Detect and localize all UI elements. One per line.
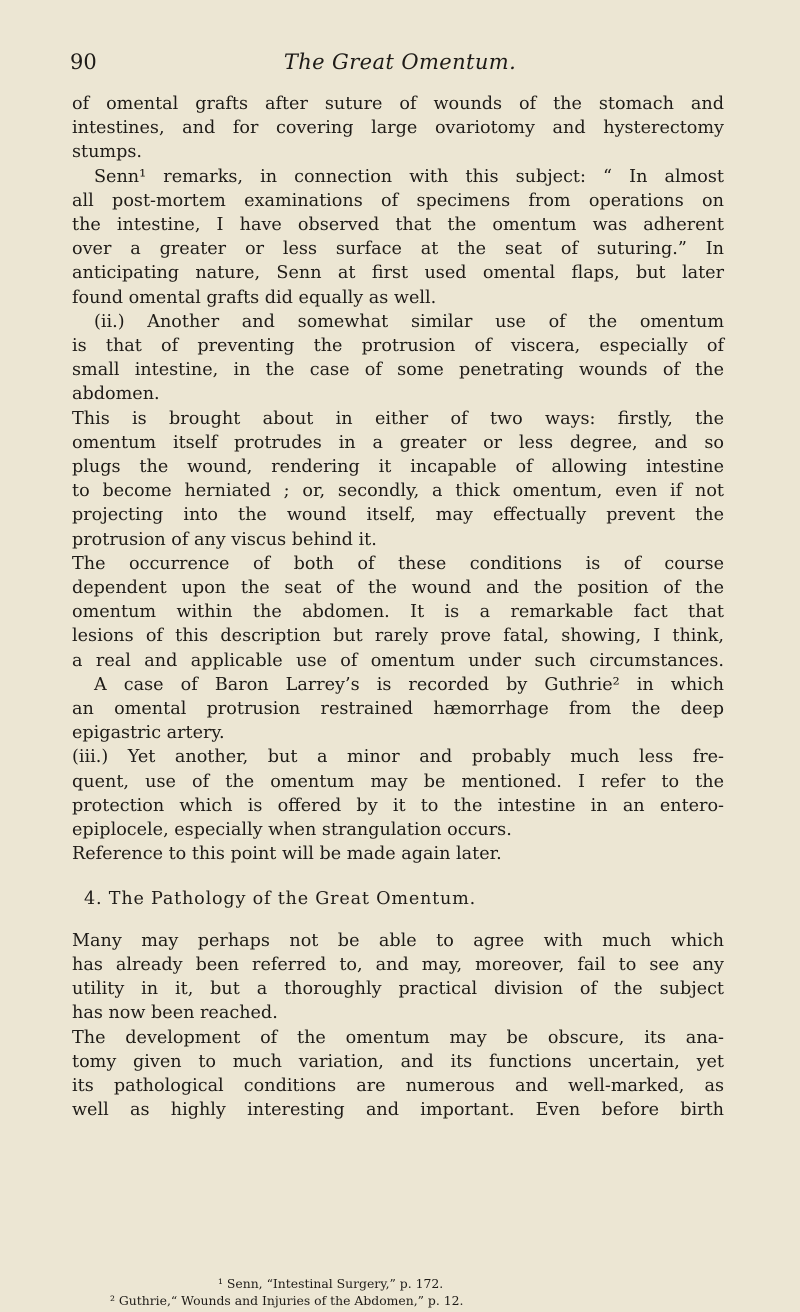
text-line: Senn¹ remarks, in connection with this subject: “ In almost bbox=[94, 166, 724, 187]
text-line: Reference to this point will be made again later. bbox=[72, 844, 502, 865]
text-line: protection which is offered by it to the intestine in an entero- bbox=[72, 795, 724, 816]
text-line: quent, use of the omentum may be mentioned. I refer to the bbox=[72, 771, 724, 792]
text-line: omentum itself protrudes in a greater or less degree, and so bbox=[72, 432, 724, 453]
text-line: (iii.) Yet another, but a minor and probably much less fre- bbox=[72, 747, 724, 768]
text-line: omentum within the abdomen. It is a remarkable fact that bbox=[72, 602, 724, 623]
text-line: of omental grafts after suture of wounds of the stomach and bbox=[72, 94, 724, 114]
footnote: ¹ Senn, “Intestinal Surgery,” p. 172. bbox=[218, 1276, 444, 1291]
text-line: is that of preventing the protrusion of viscera, especially of bbox=[72, 336, 724, 357]
text-line: This is brought about in either of two ways: firstly, the bbox=[72, 408, 724, 429]
text-line: the intestine, I have observed that the omentum was adherent bbox=[72, 215, 724, 236]
text-line: a real and applicable use of omentum under such circumstances. bbox=[72, 650, 724, 671]
body-text bbox=[72, 92, 724, 1122]
text-line: tomy given to much variation, and its functions uncertain, yet bbox=[72, 1051, 724, 1072]
running-head: The Great Omentum. bbox=[283, 50, 517, 74]
text-line: an omental protrusion restrained hæmorrhage from the deep bbox=[72, 699, 724, 720]
text-line: has now been reached. bbox=[72, 1003, 278, 1024]
footnotes bbox=[110, 1275, 730, 1309]
text-line: A case of Baron Larrey’s is recorded by Guthrie² in which bbox=[94, 674, 724, 695]
text-line: over a greater or less surface at the seat of suturing.” In bbox=[72, 239, 724, 260]
section-heading: 4. The Pathology of the Great Omentum. bbox=[84, 888, 477, 909]
text-line: epiplocele, especially when strangulation occurs. bbox=[72, 820, 512, 841]
text-line: utility in it, but a thoroughly practical division of the subject bbox=[72, 979, 724, 1000]
text-line: (ii.) Another and somewhat similar use of the omentum bbox=[94, 311, 724, 332]
page-number: 90 bbox=[70, 50, 97, 74]
page-header bbox=[70, 50, 730, 80]
text-line: has already been referred to, and may, moreover, fail to see any bbox=[72, 954, 724, 975]
text-line: epigastric artery. bbox=[72, 723, 225, 744]
text-line: plugs the wound, rendering it incapable of allowing intestine bbox=[72, 457, 724, 478]
text-line: protrusion of any viscus behind it. bbox=[72, 529, 377, 550]
text-line: intestines, and for covering large ovariotomy and hysterectomy bbox=[72, 118, 724, 139]
text-line: The development of the omentum may be obscure, its ana- bbox=[72, 1027, 724, 1048]
text-line: projecting into the wound itself, may effectually prevent the bbox=[72, 505, 724, 526]
text-line: dependent upon the seat of the wound and the position of the bbox=[72, 578, 724, 599]
text-line: well as highly interesting and important. Even before birth bbox=[72, 1100, 724, 1121]
text-line: Many may perhaps not be able to agree with much which bbox=[72, 930, 724, 951]
text-line: abdomen. bbox=[72, 384, 160, 405]
text-line: The occurrence of both of these conditions is of course bbox=[72, 553, 724, 574]
text-line: found omental grafts did equally as well. bbox=[72, 287, 437, 308]
text-line: its pathological conditions are numerous and well-marked, as bbox=[72, 1075, 724, 1096]
text-line: to become herniated ; or, secondly, a thick omentum, even if not bbox=[72, 481, 724, 502]
text-line: all post-mortem examinations of specimens from operations on bbox=[72, 190, 724, 211]
footnote: ² Guthrie,“ Wounds and Injuries of the Abdomen,” p. 12. bbox=[110, 1293, 464, 1308]
text-line: stumps. bbox=[72, 142, 142, 163]
text-line: anticipating nature, Senn at first used omental flaps, but later bbox=[72, 263, 724, 284]
text-line: lesions of this description but rarely prove fatal, showing, I think, bbox=[72, 626, 724, 647]
text-line: small intestine, in the case of some penetrating wounds of the bbox=[72, 360, 724, 381]
